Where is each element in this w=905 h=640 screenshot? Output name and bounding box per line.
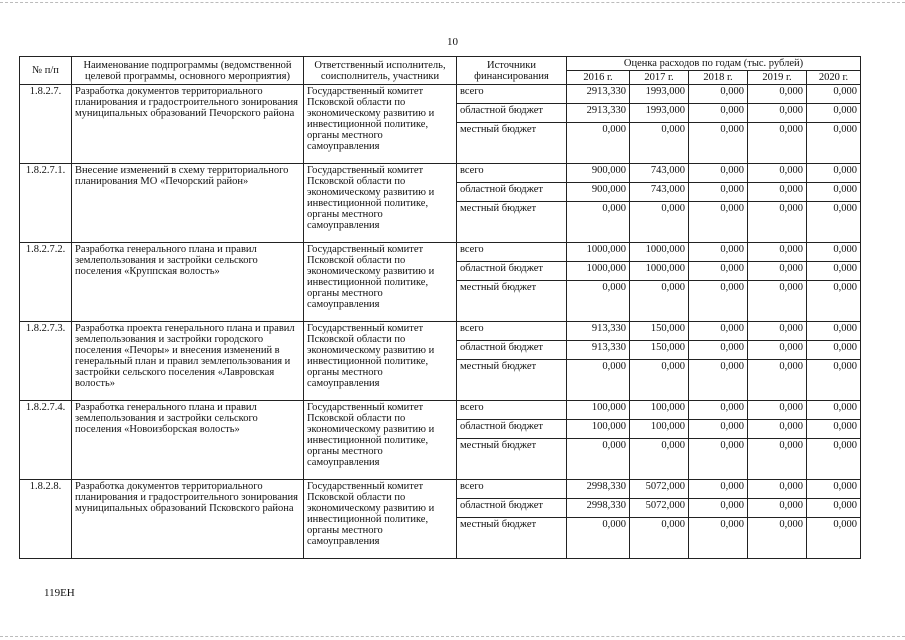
amount-cell: 0,000	[567, 360, 630, 401]
funding-source: местный бюджет	[457, 202, 567, 243]
amount-cell: 0,000	[807, 341, 861, 360]
amount-cell: 0,000	[630, 360, 689, 401]
amount-cell: 5072,000	[630, 480, 689, 499]
amount-cell: 2913,330	[567, 85, 630, 104]
header-source: Источники финансирования	[457, 57, 567, 85]
row-code: 1.8.2.7.4.	[20, 401, 72, 480]
amount-cell: 0,000	[689, 202, 748, 243]
amount-cell: 0,000	[748, 123, 807, 164]
header-year: 2020 г.	[807, 71, 861, 85]
amount-cell: 0,000	[630, 518, 689, 559]
amount-cell: 0,000	[689, 104, 748, 123]
amount-cell: 743,000	[630, 164, 689, 183]
amount-cell: 0,000	[689, 420, 748, 439]
row-executor: Государственный комитет Псковской области по экономическому развитию и инвестиционной политике, органы местного самоуправления	[304, 164, 457, 243]
funding-source: местный бюджет	[457, 518, 567, 559]
amount-cell: 0,000	[748, 104, 807, 123]
header-year: 2016 г.	[567, 71, 630, 85]
amount-cell: 100,000	[630, 401, 689, 420]
table-row	[20, 164, 861, 183]
amount-cell: 0,000	[689, 123, 748, 164]
amount-cell: 913,330	[567, 322, 630, 341]
funding-source: местный бюджет	[457, 281, 567, 322]
amount-cell: 0,000	[689, 262, 748, 281]
amount-cell: 1000,000	[630, 262, 689, 281]
amount-cell: 0,000	[748, 499, 807, 518]
budget-table	[19, 56, 861, 559]
amount-cell: 100,000	[630, 420, 689, 439]
amount-cell: 0,000	[630, 439, 689, 480]
row-executor: Государственный комитет Псковской области по экономическому развитию и инвестиционной политике, органы местного самоуправления	[304, 322, 457, 401]
funding-source: всего	[457, 480, 567, 499]
amount-cell: 0,000	[689, 518, 748, 559]
row-executor: Государственный комитет Псковской области по экономическому развитию и инвестиционной политике, органы местного самоуправления	[304, 480, 457, 559]
amount-cell: 0,000	[748, 202, 807, 243]
funding-source: областной бюджет	[457, 341, 567, 360]
funding-source: областной бюджет	[457, 262, 567, 281]
row-code: 1.8.2.7.2.	[20, 243, 72, 322]
amount-cell: 0,000	[567, 281, 630, 322]
amount-cell: 0,000	[748, 281, 807, 322]
amount-cell: 900,000	[567, 164, 630, 183]
amount-cell: 0,000	[567, 202, 630, 243]
amount-cell: 0,000	[748, 360, 807, 401]
amount-cell: 150,000	[630, 322, 689, 341]
header-year: 2017 г.	[630, 71, 689, 85]
table-row	[20, 243, 861, 262]
amount-cell: 0,000	[630, 281, 689, 322]
funding-source: местный бюджет	[457, 439, 567, 480]
row-executor: Государственный комитет Псковской области по экономическому развитию и инвестиционной политике, органы местного самоуправления	[304, 243, 457, 322]
amount-cell: 0,000	[748, 480, 807, 499]
amount-cell: 1993,000	[630, 85, 689, 104]
table-row	[20, 401, 861, 420]
table-row	[20, 322, 861, 341]
amount-cell: 0,000	[689, 243, 748, 262]
scan-border-top	[0, 2, 905, 3]
amount-cell: 0,000	[689, 360, 748, 401]
amount-cell: 0,000	[630, 202, 689, 243]
row-code: 1.8.2.7.	[20, 85, 72, 164]
funding-source: всего	[457, 322, 567, 341]
funding-source: местный бюджет	[457, 360, 567, 401]
amount-cell: 0,000	[689, 341, 748, 360]
funding-source: областной бюджет	[457, 183, 567, 202]
footer-code: 119ЕН	[44, 587, 75, 599]
header-year: 2019 г.	[748, 71, 807, 85]
funding-source: областной бюджет	[457, 420, 567, 439]
amount-cell: 2913,330	[567, 104, 630, 123]
amount-cell: 0,000	[807, 322, 861, 341]
amount-cell: 0,000	[807, 164, 861, 183]
amount-cell: 2998,330	[567, 499, 630, 518]
amount-cell: 0,000	[748, 243, 807, 262]
row-code: 1.8.2.7.1.	[20, 164, 72, 243]
amount-cell: 913,330	[567, 341, 630, 360]
amount-cell: 0,000	[748, 262, 807, 281]
amount-cell: 0,000	[689, 281, 748, 322]
amount-cell: 0,000	[567, 518, 630, 559]
amount-cell: 150,000	[630, 341, 689, 360]
amount-cell: 0,000	[689, 322, 748, 341]
amount-cell: 0,000	[689, 85, 748, 104]
row-name: Разработка документов территориального планирования и градостроительного зонирования муниципальных образований Псковского района	[72, 480, 304, 559]
row-executor: Государственный комитет Псковской области по экономическому развитию и инвестиционной политике, органы местного самоуправления	[304, 85, 457, 164]
row-name: Разработка проекта генерального плана и правил землепользования и застройки городского поселения «Печоры» и внесения изменений в генеральный план и правил землепользования и застройки сельского поселения «Лавровская волость»	[72, 322, 304, 401]
amount-cell: 1993,000	[630, 104, 689, 123]
amount-cell: 0,000	[748, 341, 807, 360]
amount-cell: 1000,000	[567, 243, 630, 262]
header-year: 2018 г.	[689, 71, 748, 85]
amount-cell: 0,000	[807, 518, 861, 559]
amount-cell: 0,000	[807, 499, 861, 518]
funding-source: местный бюджет	[457, 123, 567, 164]
funding-source: всего	[457, 401, 567, 420]
row-executor: Государственный комитет Псковской области по экономическому развитию и инвестиционной политике, органы местного самоуправления	[304, 401, 457, 480]
table-body	[20, 85, 861, 559]
funding-source: всего	[457, 243, 567, 262]
amount-cell: 0,000	[567, 123, 630, 164]
amount-cell: 0,000	[748, 401, 807, 420]
header-num: № п/п	[20, 57, 72, 85]
amount-cell: 0,000	[748, 518, 807, 559]
amount-cell: 900,000	[567, 183, 630, 202]
amount-cell: 100,000	[567, 420, 630, 439]
amount-cell: 0,000	[807, 420, 861, 439]
amount-cell: 0,000	[807, 202, 861, 243]
amount-cell: 1000,000	[630, 243, 689, 262]
amount-cell: 0,000	[567, 439, 630, 480]
header-estimate: Оценка расходов по годам (тыс. рублей)	[567, 57, 861, 71]
amount-cell: 0,000	[748, 439, 807, 480]
amount-cell: 0,000	[807, 480, 861, 499]
amount-cell: 0,000	[689, 164, 748, 183]
amount-cell: 0,000	[807, 85, 861, 104]
amount-cell: 0,000	[748, 322, 807, 341]
amount-cell: 0,000	[807, 401, 861, 420]
funding-source: всего	[457, 164, 567, 183]
row-code: 1.8.2.8.	[20, 480, 72, 559]
funding-source: областной бюджет	[457, 104, 567, 123]
amount-cell: 0,000	[689, 480, 748, 499]
amount-cell: 0,000	[689, 183, 748, 202]
amount-cell: 0,000	[807, 360, 861, 401]
amount-cell: 0,000	[807, 262, 861, 281]
amount-cell: 0,000	[689, 439, 748, 480]
row-name: Разработка документов территориального планирования и градостроительного зонирования муниципальных образований Печорского района	[72, 85, 304, 164]
amount-cell: 0,000	[807, 183, 861, 202]
scan-border-bottom	[0, 636, 905, 637]
header-name: Наименование подпрограммы (ведомственной целевой программы, основного мероприятия)	[72, 57, 304, 85]
amount-cell: 2998,330	[567, 480, 630, 499]
table-row	[20, 85, 861, 104]
header-executor: Ответственный исполнитель, соисполнитель, участники	[304, 57, 457, 85]
amount-cell: 743,000	[630, 183, 689, 202]
row-name: Разработка генерального плана и правил землепользования и застройки сельского поселения «Круппская волость»	[72, 243, 304, 322]
row-name: Внесение изменений в схему территориального планирования МО «Печорский район»	[72, 164, 304, 243]
table-row	[20, 480, 861, 499]
amount-cell: 100,000	[567, 401, 630, 420]
amount-cell: 0,000	[748, 164, 807, 183]
row-name: Разработка генерального плана и правил землепользования и застройки сельского поселения «Новоизборская волость»	[72, 401, 304, 480]
amount-cell: 0,000	[807, 281, 861, 322]
amount-cell: 1000,000	[567, 262, 630, 281]
amount-cell: 0,000	[807, 243, 861, 262]
funding-source: всего	[457, 85, 567, 104]
page-number: 10	[447, 36, 458, 48]
funding-source: областной бюджет	[457, 499, 567, 518]
amount-cell: 0,000	[630, 123, 689, 164]
amount-cell: 0,000	[807, 123, 861, 164]
row-code: 1.8.2.7.3.	[20, 322, 72, 401]
amount-cell: 5072,000	[630, 499, 689, 518]
amount-cell: 0,000	[748, 183, 807, 202]
amount-cell: 0,000	[807, 104, 861, 123]
amount-cell: 0,000	[748, 85, 807, 104]
amount-cell: 0,000	[748, 420, 807, 439]
amount-cell: 0,000	[807, 439, 861, 480]
amount-cell: 0,000	[689, 401, 748, 420]
amount-cell: 0,000	[689, 499, 748, 518]
